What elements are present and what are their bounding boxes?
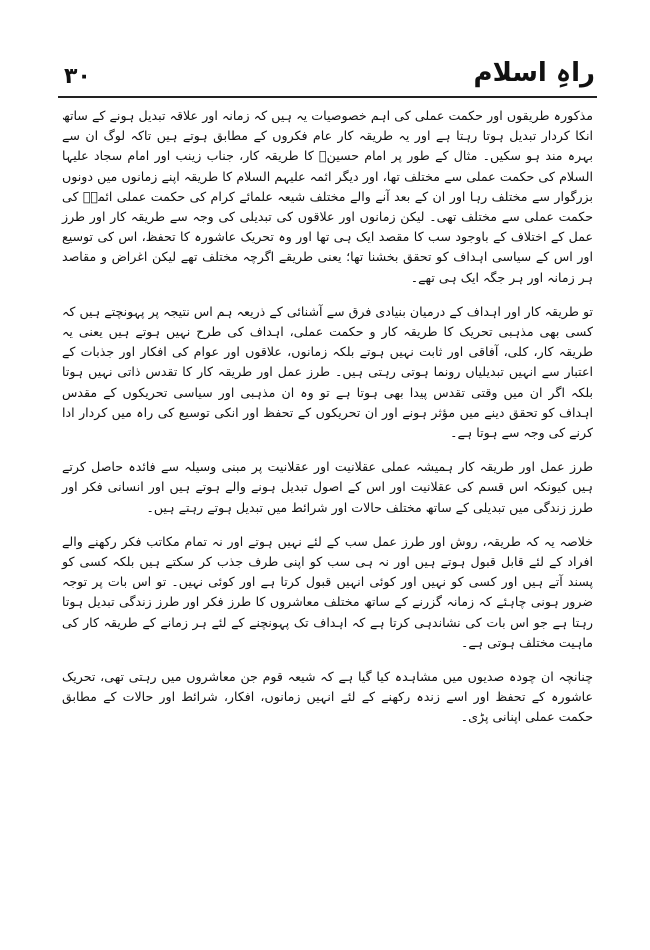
paragraph-1: مذکورہ طریقوں اور حکمت عملی کی اہم خصوصیات یہ ہیں کہ زمانہ اور علاقہ تبدیل ہونے کے ساتھ انکا کردار تبدیل ہوتا رہتا ہے اور یہ طریقہ کار عام فکروں کے مطابق ہوتے ہیں تاکہ لوگ ان سے بہرہ مند ہو سکیں۔ مثال کے طور پر امام حسینؑ کا طریقہ کار، جناب زینب اور امام سجاد علیہا السلام کی حکمت عملی سے مختلف تھا، اور دیگر ائمہ علیہم السلام کا طریقہ اپنے زمانوں میں دونوں بزرگوار سے مختلف رہا اور ان کے بعد آنے والے مختلف شیعہ علمائے کرام کی حکمت عملی ائمہؑ کی حکمت عملی سے مختلف تھی۔ لیکن زمانوں اور علاقوں کی تبدیلی کی وجہ سے طریقہ کار اور طرز عمل کے اختلاف کے باوجود سب کا مقصد ایک ہی تھا اور وہ تحریک عاشورہ کا تحفظ، اس کی توسیع اور اس کے سیاسی اہداف کو تحقق بخشنا تھا؛ یعنی طریقے اگرچہ مختلف تھے لیکن اغراض و مقاصد ہر زمانہ اور ہر جگہ ایک ہی تھے۔	[62, 108, 593, 285]
running-head-title: راہِ اسلام	[473, 58, 595, 88]
paragraph-4: خلاصہ یہ کہ طریقہ، روش اور طرز عمل سب کے لئے نہیں ہوتے اور نہ تمام مکاتب فکر رکھنے والے افراد کے لئے قابل قبول ہوتے ہیں اور نہ ہی سب کو اپنی طرف جذب کر سکتے ہیں بلکہ کسی کو پسند آتے ہیں اور کسی کو نہیں اور کوئی انہیں قبول کرتا ہے اور کوئی نہیں۔ تو اس بات پر توجہ ضرور ہونی چاہئے کہ زمانہ گزرنے کے ساتھ مختلف معاشروں کا طرز فکر اور طرز زندگی تبدیل ہوتا رہتا ہے جو اس بات کی نشاندہی کرتا ہے کہ اہداف تک پہونچنے کے لئے ہر زمانے کے طریقہ کار کی ماہیت مختلف ہوتی ہے۔	[62, 533, 593, 650]
header-rule	[58, 96, 597, 98]
page-number: ۳۰	[64, 64, 91, 89]
paragraph-5: چنانچہ ان چودہ صدیوں میں مشاہدہ کیا گیا ہے کہ شیعہ قوم جن معاشروں میں رہتی تھی، تحریک عاشورہ کے تحفظ اور اسے زندہ رکھنے کے لئے انہیں زمانوں، افکار، شرائط اور حالات کے مطابق حکمت عملی اپنانی پڑی۔	[62, 669, 593, 725]
paragraph-3: طرز عمل اور طریقہ کار ہمیشہ عملی عقلانیت اور عقلانیت پر مبنی وسیلہ سے فائدہ حاصل کرتے ہیں کیونکہ اس قسم کی عقلانیت اور اس کے اصول تبدیل ہونے والے ہوتے ہیں اور انسانی فکر اور طرز زندگی میں تبدیلی کے ساتھ مختلف حالات اور شرائط میں تبدیل ہوتے رہتے ہیں۔	[62, 459, 593, 515]
body-text	[62, 106, 593, 742]
paragraph-2: تو طریقہ کار اور اہداف کے درمیان بنیادی فرق سے آشنائی کے ذریعہ ہم اس نتیجہ پر پہونچتے ہیں کہ کسی بھی مذہبی تحریک کا طریقہ کار و حکمت عملی، اہداف کی طرح نہیں ہوتے ہیں یعنی یہ طریقہ کار، کلی، آفاقی اور ثابت نہیں ہوتے بلکہ زمانوں، علاقوں اور عوام کی افکار اور جذبات کے اعتبار سے انہیں تبدیلیاں رونما ہوتی رہتی ہیں۔ طرز عمل اور طریقہ کار کا تقدس ذاتی نہیں ہوتا بلکہ اگر ان میں وقتی تقدس پیدا بھی ہوتا ہے تو وہ ان مذہبی اور سیاسی تحریکوں کے مقدس اہداف کو تحقق دینے میں مؤثر ہونے اور ان تحریکوں کے تحفظ اور انکی توسیع کی راہ میں کردار ادا کرنے کی وجہ سے ہوتا ہے۔	[62, 303, 593, 441]
page-header	[58, 58, 597, 94]
